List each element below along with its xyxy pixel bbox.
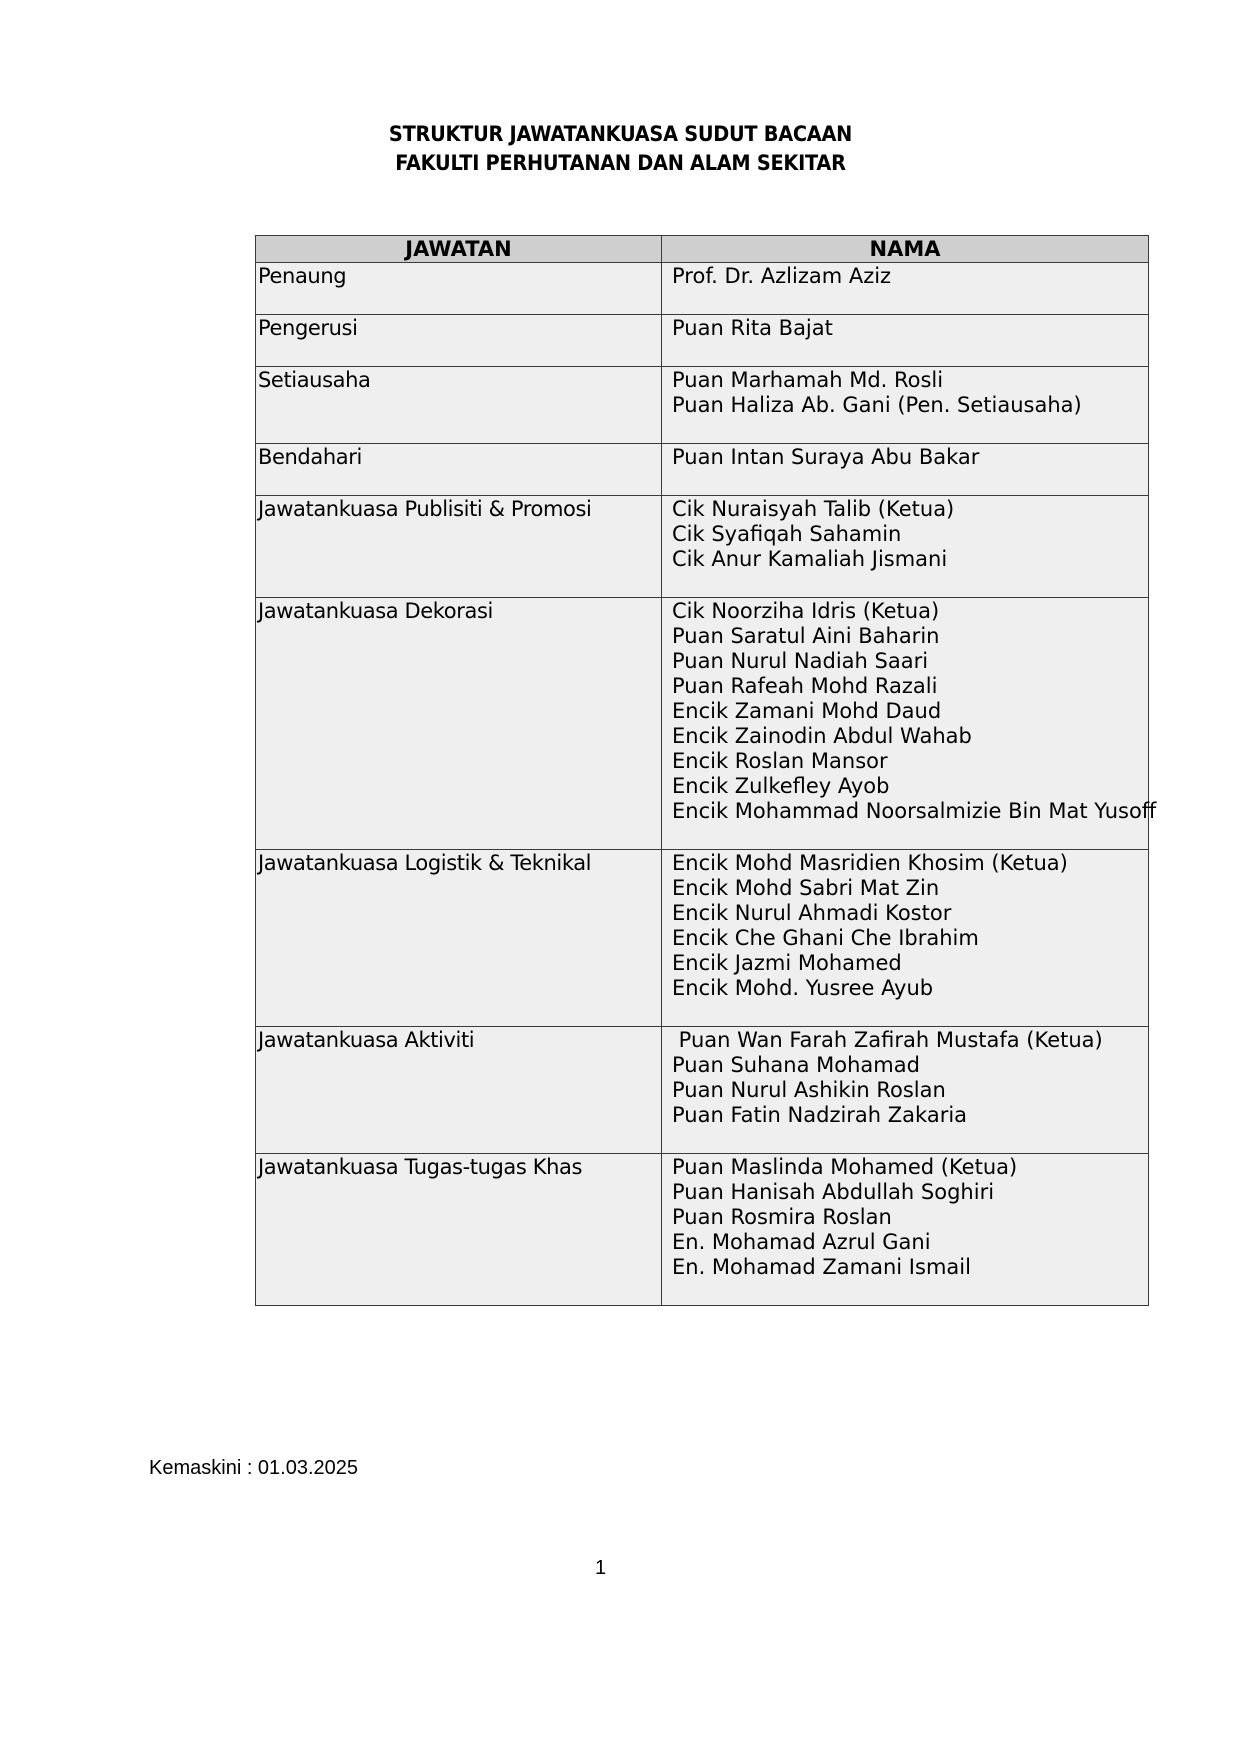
member-name: Puan Hanisah Abdullah Soghiri	[672, 1180, 995, 1204]
member-name: Encik Zainodin Abdul Wahab	[672, 724, 972, 748]
table-row	[256, 1027, 1149, 1154]
member-name: Puan Fatin Nadzirah Zakaria	[672, 1103, 968, 1127]
member-name: Encik Nurul Ahmadi Kostor	[672, 901, 952, 925]
member-name: Puan Rita Bajat	[672, 316, 833, 340]
position-cell: Jawatankuasa Logistik & Teknikal	[256, 850, 662, 1027]
member-name: En. Mohamad Zamani Ismail	[672, 1255, 971, 1279]
position-cell: Setiausaha	[256, 367, 662, 444]
names-cell	[662, 444, 1149, 496]
table-row	[256, 367, 1149, 444]
names-cell	[662, 598, 1157, 850]
position-cell: Jawatankuasa Aktiviti	[256, 1027, 662, 1154]
header-nama: NAMA	[662, 236, 1149, 263]
position-cell: Penaung	[256, 263, 662, 315]
member-name: Puan Saratul Aini Baharin	[672, 624, 940, 648]
member-name: Encik Zamani Mohd Daud	[672, 699, 942, 723]
title-line-2: FAKULTI PERHUTANAN DAN ALAM SEKITAR	[395, 151, 846, 175]
document-title	[0, 120, 1241, 178]
table-row	[256, 1154, 1149, 1306]
table-row	[256, 598, 1149, 850]
table-row	[256, 444, 1149, 496]
member-name: Cik Syafiqah Sahamin	[672, 522, 902, 546]
names-cell	[662, 1027, 1149, 1154]
member-name: Cik Nuraisyah Talib (Ketua)	[672, 497, 955, 521]
member-name: Puan Nurul Ashikin Roslan	[672, 1078, 946, 1102]
member-name: Puan Marhamah Md. Rosli	[672, 368, 944, 392]
member-name: Encik Mohd Masridien Khosim (Ketua)	[672, 851, 1068, 875]
member-name: Puan Nurul Nadiah Saari	[672, 649, 929, 673]
member-name: Encik Zulkefley Ayob	[672, 774, 890, 798]
member-name: Encik Mohd Sabri Mat Zin	[672, 876, 940, 900]
member-name: Encik Jazmi Mohamed	[672, 951, 902, 975]
names-cell	[662, 850, 1149, 1027]
member-name: Puan Wan Farah Zafirah Mustafa (Ketua)	[672, 1028, 1103, 1052]
position-cell: Jawatankuasa Tugas-tugas Khas	[256, 1154, 662, 1306]
names-cell	[662, 496, 1149, 598]
member-name: Cik Anur Kamaliah Jismani	[672, 547, 948, 571]
page-number: 1	[594, 1557, 607, 1579]
names-cell	[662, 1154, 1149, 1306]
table-row	[256, 496, 1149, 598]
member-name: Puan Rafeah Mohd Razali	[672, 674, 938, 698]
member-name: En. Mohamad Azrul Gani	[672, 1230, 931, 1254]
names-cell	[662, 263, 1149, 315]
member-name: Prof. Dr. Azlizam Aziz	[672, 264, 892, 288]
member-name: Encik Mohammad Noorsalmizie Bin Mat Yusoff	[672, 799, 1157, 823]
last-updated: Kemaskini : 01.03.2025	[149, 1457, 359, 1479]
table-header-row	[256, 236, 1149, 263]
member-name: Puan Suhana Mohamad	[672, 1053, 920, 1077]
member-name: Encik Che Ghani Che Ibrahim	[672, 926, 979, 950]
header-jawatan: JAWATAN	[256, 236, 662, 263]
position-cell: Pengerusi	[256, 315, 662, 367]
member-name: Puan Haliza Ab. Gani (Pen. Setiausaha)	[672, 393, 1082, 417]
member-name: Puan Rosmira Roslan	[672, 1205, 892, 1229]
table-row	[256, 850, 1149, 1027]
member-name: Encik Roslan Mansor	[672, 749, 888, 773]
member-name: Puan Intan Suraya Abu Bakar	[672, 445, 980, 469]
committee-table	[255, 235, 1157, 1306]
member-name: Cik Noorziha Idris (Ketua)	[672, 599, 940, 623]
table-row	[256, 263, 1149, 315]
position-cell: Bendahari	[256, 444, 662, 496]
names-cell	[662, 315, 1149, 367]
position-cell: Jawatankuasa Publisiti & Promosi	[256, 496, 662, 598]
title-line-1: STRUKTUR JAWATANKUASA SUDUT BACAAN	[388, 122, 853, 146]
names-cell	[662, 367, 1149, 444]
position-cell: Jawatankuasa Dekorasi	[256, 598, 662, 850]
table-body	[256, 263, 1157, 1306]
member-name: Puan Maslinda Mohamed (Ketua)	[672, 1155, 1018, 1179]
table-row	[256, 315, 1149, 367]
member-name: Encik Mohd. Yusree Ayub	[672, 976, 934, 1000]
